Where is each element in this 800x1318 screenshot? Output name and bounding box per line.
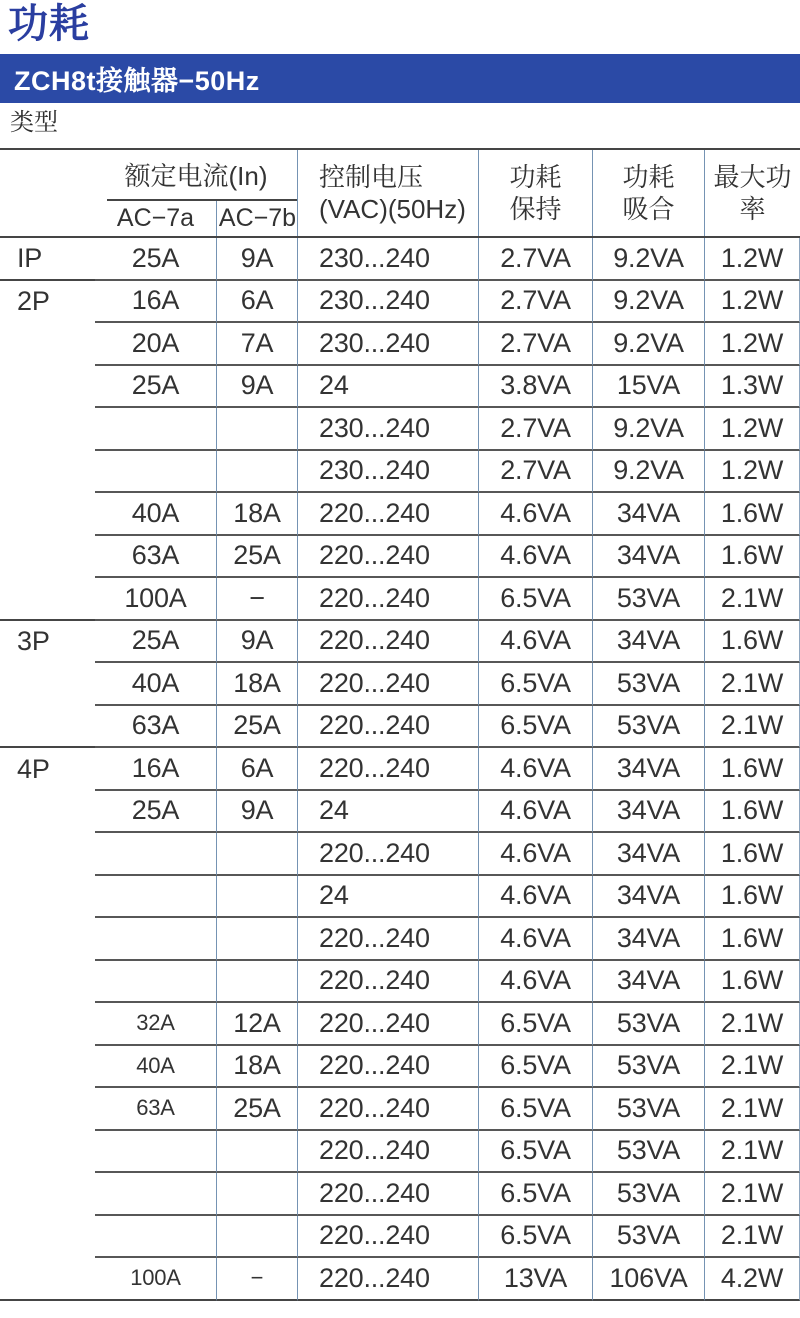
cell-voltage: 220...240	[298, 663, 479, 706]
cell-max: 2.1W	[705, 1131, 800, 1174]
cell-type	[0, 323, 95, 366]
table-row	[0, 621, 800, 664]
header-control-voltage	[298, 150, 479, 236]
header-power-hold	[479, 150, 593, 236]
cell-ac7b	[217, 961, 298, 1004]
cell-pickup: 34VA	[593, 493, 705, 536]
cell-max: 1.2W	[705, 238, 800, 281]
cell-ac7b: 18A	[217, 493, 298, 536]
cell-ac7b: 9A	[217, 238, 298, 281]
cell-pickup: 53VA	[593, 1173, 705, 1216]
cell-max: 2.1W	[705, 663, 800, 706]
table-row	[0, 366, 800, 409]
cell-hold: 4.6VA	[479, 961, 593, 1004]
header-power-pickup-line1: 功耗	[622, 162, 675, 192]
cell-pickup: 9.2VA	[593, 451, 705, 494]
cell-hold: 3.8VA	[479, 366, 593, 409]
cell-type	[0, 536, 95, 579]
cell-type	[0, 451, 95, 494]
table-row	[0, 1216, 800, 1259]
cell-ac7b	[217, 918, 298, 961]
cell-voltage: 220...240	[298, 833, 479, 876]
cell-ac7b: 9A	[217, 621, 298, 664]
cell-voltage: 220...240	[298, 1046, 479, 1089]
power-consumption-table	[0, 148, 800, 1301]
cell-max: 1.2W	[705, 281, 800, 324]
cell-voltage: 220...240	[298, 536, 479, 579]
table-row	[0, 706, 800, 749]
cell-voltage: 230...240	[298, 451, 479, 494]
table-row	[0, 1003, 800, 1046]
cell-type	[0, 876, 95, 919]
cell-ac7b	[217, 1173, 298, 1216]
cell-hold: 4.6VA	[479, 493, 593, 536]
cell-pickup: 53VA	[593, 1046, 705, 1089]
cell-pickup: 53VA	[593, 1131, 705, 1174]
header-power-hold-line1: 功耗	[509, 162, 562, 192]
cell-hold: 2.7VA	[479, 323, 593, 366]
cell-hold: 6.5VA	[479, 1173, 593, 1216]
cell-type	[0, 663, 95, 706]
cell-ac7b	[217, 451, 298, 494]
cell-voltage: 220...240	[298, 493, 479, 536]
cell-voltage: 220...240	[298, 706, 479, 749]
cell-ac7b: 25A	[217, 706, 298, 749]
table-row	[0, 238, 800, 281]
cell-voltage: 220...240	[298, 578, 479, 621]
cell-max: 2.1W	[705, 1046, 800, 1089]
cell-hold: 13VA	[479, 1258, 593, 1301]
header-type-cell	[0, 150, 95, 236]
table-row	[0, 791, 800, 834]
table-row	[0, 578, 800, 621]
cell-pickup: 34VA	[593, 918, 705, 961]
cell-ac7a: 100A	[95, 578, 217, 621]
header-control-voltage-line2: (VAC)(50Hz)	[319, 194, 466, 224]
cell-ac7b: −	[217, 1258, 298, 1301]
cell-pickup: 9.2VA	[593, 323, 705, 366]
cell-type: 4P	[17, 753, 50, 784]
cell-type	[0, 578, 95, 621]
cell-pickup: 34VA	[593, 536, 705, 579]
table-row	[0, 961, 800, 1004]
table-row	[0, 1088, 800, 1131]
cell-ac7b: 18A	[217, 1046, 298, 1089]
cell-type	[0, 706, 95, 749]
cell-max: 2.1W	[705, 1088, 800, 1131]
table-row	[0, 323, 800, 366]
cell-ac7b	[217, 876, 298, 919]
cell-max: 4.2W	[705, 1258, 800, 1301]
cell-max: 2.1W	[705, 706, 800, 749]
cell-voltage: 220...240	[298, 1003, 479, 1046]
header-rated-current: 额定电流(In)	[124, 161, 268, 191]
cell-type	[0, 1046, 95, 1089]
table-row	[0, 281, 800, 324]
cell-hold: 4.6VA	[479, 748, 593, 791]
cell-ac7a: 32A	[95, 1003, 217, 1046]
cell-voltage: 230...240	[298, 408, 479, 451]
cell-type	[0, 1173, 95, 1216]
cell-ac7a	[95, 451, 217, 494]
cell-max: 1.6W	[705, 876, 800, 919]
cell-ac7b	[217, 833, 298, 876]
cell-max: 1.6W	[705, 918, 800, 961]
cell-type	[0, 366, 95, 409]
cell-hold: 2.7VA	[479, 408, 593, 451]
cell-hold: 2.7VA	[479, 281, 593, 324]
cell-max: 2.1W	[705, 1173, 800, 1216]
cell-ac7a	[95, 1131, 217, 1174]
cell-type	[0, 833, 95, 876]
cell-max: 1.2W	[705, 408, 800, 451]
cell-hold: 6.5VA	[479, 1216, 593, 1259]
cell-ac7a: 25A	[95, 366, 217, 409]
cell-ac7b: 9A	[217, 791, 298, 834]
cell-hold: 6.5VA	[479, 1088, 593, 1131]
cell-type: 3P	[17, 626, 50, 657]
cell-ac7a	[95, 1216, 217, 1259]
cell-ac7b	[217, 1216, 298, 1259]
table-row	[0, 833, 800, 876]
cell-ac7b: 9A	[217, 366, 298, 409]
cell-hold: 6.5VA	[479, 706, 593, 749]
header-power-pickup-line2: 吸合	[622, 194, 675, 224]
cell-max: 1.6W	[705, 748, 800, 791]
cell-hold: 4.6VA	[479, 918, 593, 961]
cell-voltage: 220...240	[298, 961, 479, 1004]
cell-ac7b	[217, 408, 298, 451]
cell-max: 1.6W	[705, 493, 800, 536]
cell-pickup: 15VA	[593, 366, 705, 409]
cell-voltage: 220...240	[298, 1173, 479, 1216]
cell-ac7b: 18A	[217, 663, 298, 706]
cell-ac7b: 6A	[217, 281, 298, 324]
cell-max: 1.2W	[705, 323, 800, 366]
cell-pickup: 53VA	[593, 663, 705, 706]
table-row	[0, 493, 800, 536]
cell-ac7b	[217, 1131, 298, 1174]
cell-pickup: 34VA	[593, 748, 705, 791]
header-rated-current-group	[95, 150, 298, 236]
cell-type	[0, 1258, 95, 1301]
table-row	[0, 1046, 800, 1089]
cell-ac7a: 16A	[95, 748, 217, 791]
cell-pickup: 34VA	[593, 833, 705, 876]
cell-voltage: 24	[298, 791, 479, 834]
cell-voltage: 220...240	[298, 1131, 479, 1174]
table-row	[0, 451, 800, 494]
cell-ac7a	[95, 961, 217, 1004]
header-power-pickup	[593, 150, 705, 236]
cell-ac7a: 63A	[95, 706, 217, 749]
cell-pickup: 53VA	[593, 578, 705, 621]
cell-pickup: 53VA	[593, 1088, 705, 1131]
product-banner-label: ZCH8t接触器−50Hz	[14, 66, 260, 96]
cell-hold: 2.7VA	[479, 238, 593, 281]
cell-pickup: 34VA	[593, 961, 705, 1004]
cell-pickup: 106VA	[593, 1258, 705, 1301]
cell-voltage: 230...240	[298, 281, 479, 324]
table-row	[0, 1131, 800, 1174]
cell-ac7a	[95, 1173, 217, 1216]
header-ac7a: AC−7a	[95, 201, 217, 236]
cell-ac7a	[95, 833, 217, 876]
cell-hold: 4.6VA	[479, 791, 593, 834]
header-rated-current-subrow	[95, 201, 297, 236]
cell-max: 1.6W	[705, 791, 800, 834]
cell-hold: 4.6VA	[479, 876, 593, 919]
table-row	[0, 918, 800, 961]
cell-ac7b: −	[217, 578, 298, 621]
cell-ac7a: 40A	[95, 493, 217, 536]
cell-voltage: 220...240	[298, 748, 479, 791]
cell-max: 1.6W	[705, 961, 800, 1004]
cell-ac7b: 25A	[217, 1088, 298, 1131]
cell-type: IP	[0, 238, 95, 281]
cell-type: 2P	[17, 286, 50, 317]
table-row	[0, 1258, 800, 1301]
cell-ac7b: 25A	[217, 536, 298, 579]
cell-ac7a: 25A	[95, 621, 217, 664]
table-row	[0, 536, 800, 579]
cell-voltage: 220...240	[298, 1258, 479, 1301]
table-header	[0, 148, 800, 238]
cell-hold: 4.6VA	[479, 833, 593, 876]
cell-ac7b: 7A	[217, 323, 298, 366]
cell-hold: 6.5VA	[479, 1003, 593, 1046]
cell-ac7a: 16A	[95, 281, 217, 324]
cell-hold: 6.5VA	[479, 663, 593, 706]
cell-type	[0, 961, 95, 1004]
cell-pickup: 34VA	[593, 791, 705, 834]
cell-max: 1.6W	[705, 536, 800, 579]
cell-pickup: 34VA	[593, 876, 705, 919]
cell-ac7a: 25A	[95, 238, 217, 281]
page-title: 功耗	[8, 2, 90, 46]
cell-hold: 2.7VA	[479, 451, 593, 494]
cell-type	[0, 1003, 95, 1046]
cell-ac7a	[95, 876, 217, 919]
cell-hold: 6.5VA	[479, 578, 593, 621]
cell-type	[0, 1088, 95, 1131]
cell-max: 1.3W	[705, 366, 800, 409]
cell-voltage: 24	[298, 366, 479, 409]
cell-type	[0, 1216, 95, 1259]
cell-voltage: 220...240	[298, 918, 479, 961]
header-power-hold-line2: 保持	[509, 194, 562, 224]
cell-ac7a: 100A	[95, 1258, 217, 1301]
cell-pickup: 9.2VA	[593, 408, 705, 451]
cell-max: 1.2W	[705, 451, 800, 494]
cell-ac7a: 63A	[95, 1088, 217, 1131]
table-row	[0, 408, 800, 451]
table-row	[0, 663, 800, 706]
cell-ac7a: 40A	[95, 663, 217, 706]
table-row	[0, 748, 800, 791]
header-ac7b: AC−7b	[218, 204, 297, 232]
cell-pickup: 53VA	[593, 1216, 705, 1259]
cell-voltage: 24	[298, 876, 479, 919]
cell-voltage: 220...240	[298, 621, 479, 664]
cell-type	[0, 408, 95, 451]
cell-voltage: 230...240	[298, 238, 479, 281]
table-row	[0, 1173, 800, 1216]
cell-ac7a: 63A	[95, 536, 217, 579]
cell-ac7b: 12A	[217, 1003, 298, 1046]
cell-voltage: 220...240	[298, 1088, 479, 1131]
cell-ac7a	[95, 408, 217, 451]
cell-max: 2.1W	[705, 578, 800, 621]
cell-ac7a: 25A	[95, 791, 217, 834]
cell-pickup: 53VA	[593, 1003, 705, 1046]
cell-voltage: 220...240	[298, 1216, 479, 1259]
cell-hold: 6.5VA	[479, 1131, 593, 1174]
cell-pickup: 9.2VA	[593, 238, 705, 281]
cell-type	[0, 1131, 95, 1174]
header-max-power: 最大功率	[713, 162, 792, 224]
cell-max: 2.1W	[705, 1216, 800, 1259]
cell-type	[0, 791, 95, 834]
header-control-voltage-line1: 控制电压	[319, 162, 424, 192]
cell-max: 1.6W	[705, 621, 800, 664]
cell-max: 2.1W	[705, 1003, 800, 1046]
table-row	[0, 876, 800, 919]
cell-type	[0, 493, 95, 536]
cell-ac7a: 40A	[95, 1046, 217, 1089]
type-section-label: 类型	[10, 109, 58, 136]
cell-ac7b: 6A	[217, 748, 298, 791]
table-body	[0, 238, 800, 1301]
cell-pickup: 9.2VA	[593, 281, 705, 324]
cell-hold: 6.5VA	[479, 1046, 593, 1089]
product-banner	[0, 54, 800, 103]
cell-hold: 4.6VA	[479, 536, 593, 579]
cell-hold: 4.6VA	[479, 621, 593, 664]
cell-ac7a	[95, 918, 217, 961]
cell-max: 1.6W	[705, 833, 800, 876]
cell-voltage: 230...240	[298, 323, 479, 366]
cell-pickup: 34VA	[593, 621, 705, 664]
cell-ac7a: 20A	[95, 323, 217, 366]
cell-type	[0, 918, 95, 961]
cell-pickup: 53VA	[593, 706, 705, 749]
